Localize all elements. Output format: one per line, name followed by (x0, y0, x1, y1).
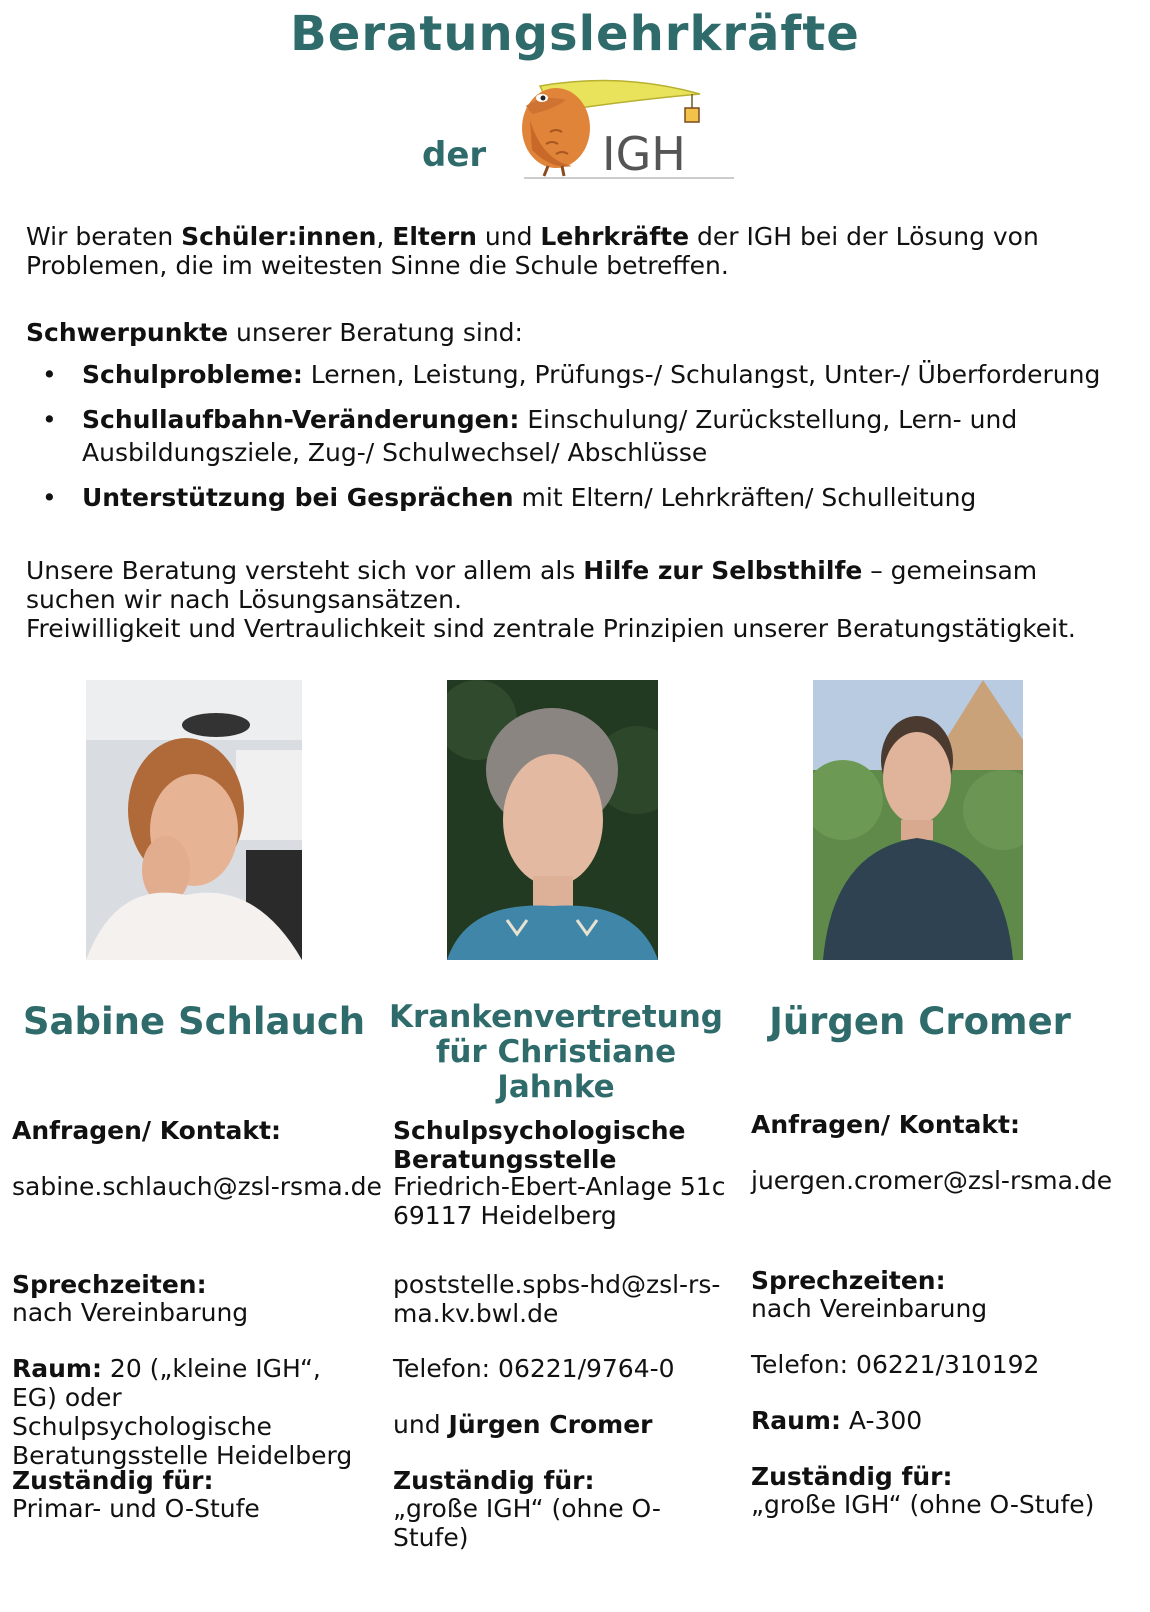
address: Friedrich-Ebert-Anlage 51c 69117 Heidelberg (393, 1172, 726, 1230)
counselor-name-vertretung: Krankenvertretung für Christiane Jahnke (389, 999, 723, 1105)
focus-heading: Schwerpunkte unserer Beratung sind: (26, 318, 523, 347)
hours-value: nach Vereinbarung (12, 1298, 249, 1327)
igh-bird-logo (512, 70, 742, 182)
title-der: der (422, 135, 487, 175)
photo-sabine-schlauch (86, 680, 302, 960)
email-link[interactable]: poststelle.spbs-hd@zsl-rs- ma.kv.bwl.de (393, 1270, 721, 1328)
responsibility-label: Zuständig für: (12, 1466, 214, 1495)
page-title: Beratungslehrkräfte (290, 6, 860, 62)
focus-item-gespraeche: • Unterstützung bei Gesprächen mit Eltern/ Lehrkräften/ Schulleitung (42, 483, 977, 512)
org-name: Schulpsychologische Beratungsstelle (393, 1116, 686, 1174)
responsibility-value: „große IGH“ (ohne O-Stufe) (393, 1494, 661, 1552)
counselor-name-juergen: Jürgen Cromer (769, 1000, 1071, 1043)
intro-paragraph: Wir beraten Schüler:innen, Eltern und Lehrkräfte der IGH bei der Lösung von Problemen, die im weitesten Sinne die Schule betreffen. (26, 222, 1039, 280)
responsibility-label: Zuständig für: (751, 1462, 953, 1491)
counselor-name-sabine: Sabine Schlauch (22, 1000, 366, 1043)
phone-number: Telefon: 06221/9764-0 (393, 1354, 675, 1383)
room-info: Raum: A-300 (751, 1406, 923, 1435)
phone-number: Telefon: 06221/310192 (751, 1350, 1040, 1379)
svg-text:IGH: IGH (602, 127, 686, 181)
responsibility-label: Zuständig für: (393, 1466, 595, 1495)
bullet-icon: • (42, 483, 57, 512)
responsibility-value: Primar- und O-Stufe (12, 1494, 260, 1523)
room-info: Raum: 20 („kleine IGH“, EG) oder Schulpsychologische Beratungsstelle Heidelberg (12, 1354, 353, 1470)
focus-item-schulprobleme: • Schulprobleme: Lernen, Leistung, Prüfungs-/ Schulangst, Unter-/ Überforderung (42, 360, 1101, 389)
email-link[interactable]: juergen.cromer@zsl-rsma.de (751, 1166, 1113, 1195)
photo-juergen-cromer (813, 680, 1023, 960)
contact-label: Anfragen/ Kontakt: (751, 1110, 1021, 1139)
focus-list (26, 358, 1136, 526)
and-counselor: und Jürgen Cromer (393, 1410, 653, 1439)
principles-paragraph: Unsere Beratung versteht sich vor allem als Hilfe zur Selbsthilfe – gemeinsam suchen wir nach Lösungsansätzen. Freiwilligkeit und Vertraulichkeit sind zentrale Prinzipien unserer Beratungstätigkeit. (26, 556, 1076, 643)
hours-value: nach Vereinbarung (751, 1294, 988, 1323)
contact-label: Anfragen/ Kontakt: (12, 1116, 282, 1145)
hours-label: Sprechzeiten: (751, 1266, 946, 1295)
responsibility-value: „große IGH“ (ohne O-Stufe) (751, 1490, 1095, 1519)
email-link[interactable]: sabine.schlauch@zsl-rsma.de (12, 1172, 382, 1201)
bullet-icon: • (42, 360, 57, 389)
bullet-icon: • (42, 405, 57, 434)
focus-item-schullaufbahn: • Schullaufbahn-Veränderungen: Einschulung/ Zurückstellung, Lern- und Ausbildungsziele, Zug-/ Schulwechsel/ Abschlüsse (42, 405, 1018, 467)
hours-label: Sprechzeiten: (12, 1270, 207, 1299)
photo-christiane-jahnke (447, 680, 658, 960)
